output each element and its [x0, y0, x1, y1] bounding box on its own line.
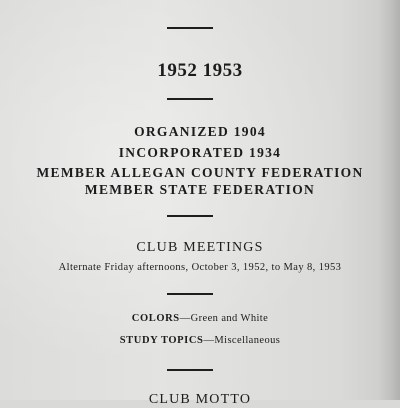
study-topics-value: —Miscellaneous — [203, 335, 281, 346]
colors-line — [0, 313, 400, 324]
club-motto-heading: CLUB MOTTO — [148, 392, 252, 407]
divider-after-meetings — [167, 293, 213, 295]
club-meetings-heading: CLUB MEETINGS — [136, 240, 264, 255]
member-county-line: MEMBER ALLEGAN COUNTY FEDERATION — [36, 165, 364, 180]
organized-line: ORGANIZED 1904 — [134, 124, 266, 139]
study-topics-line — [0, 335, 400, 346]
divider-after-topics — [167, 369, 213, 371]
page-edge-shadow — [378, 0, 400, 400]
colors-value: —Green and White — [179, 313, 269, 324]
divider-after-year — [167, 98, 213, 100]
divider-after-membership — [167, 215, 213, 217]
incorporated-line: INCORPORATED 1934 — [118, 145, 282, 160]
study-topics-label: STUDY TOPICS — [119, 335, 204, 346]
year-heading: 1952 1953 — [157, 60, 243, 81]
club-meetings-text: Alternate Friday afternoons, October 3, 1952, to May 8, 1953 — [58, 262, 342, 273]
divider-top — [167, 27, 213, 29]
colors-label: COLORS — [131, 313, 180, 324]
member-state-line: MEMBER STATE FEDERATION — [84, 182, 316, 197]
